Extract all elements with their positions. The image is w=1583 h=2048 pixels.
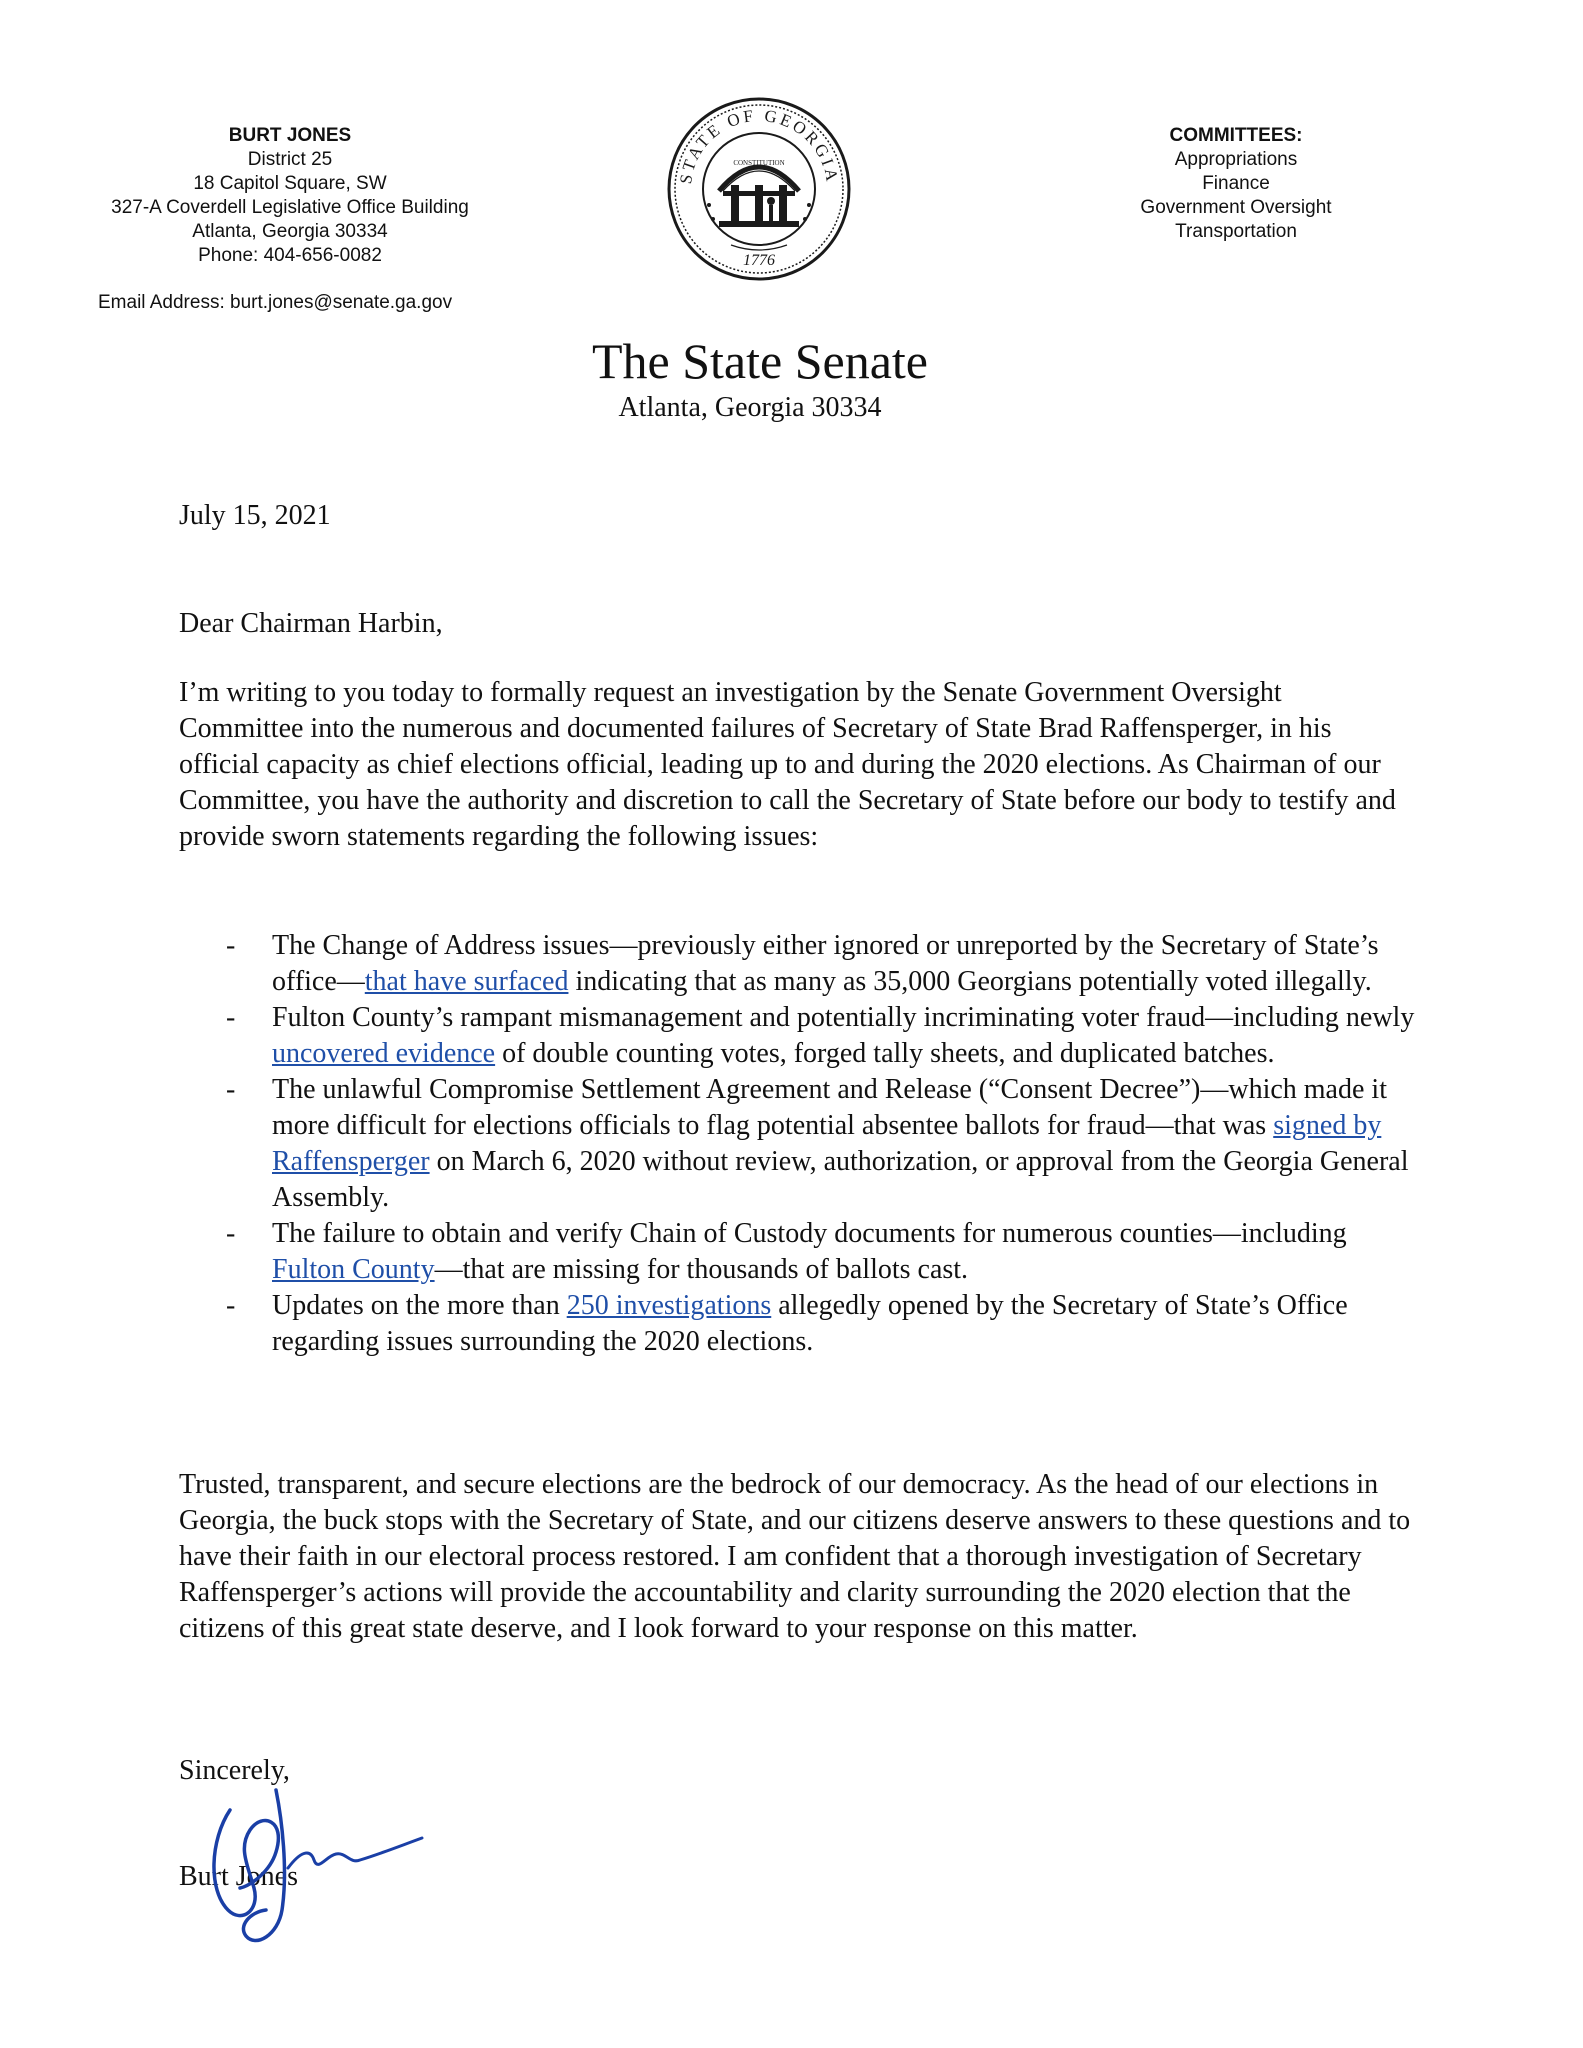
- issue-text: —that are missing for thousands of ballots cast.: [434, 1254, 969, 1285]
- letter-paragraph-1: I’m writing to you today to formally request an investigation by the Senate Government Oversight Committee into the numerous and documented failures of Secretary of State Brad Raffensperger, in his official capacity as chief elections official, leading up to and during the 2020 elections. As Chairman of our Committee, you have the authority and discretion to call the Secretary of State before our body to testify and provide sworn statements regarding the following issues:: [179, 677, 1396, 852]
- issue-text: The unlawful Compromise Settlement Agreement and Release (“Consent Decree”)—which made it more difficult for elections officials to flag potential absentee ballots for fraud—that was: [272, 1074, 1387, 1141]
- issue-item: [179, 1288, 1419, 1360]
- issue-item: [179, 1072, 1419, 1216]
- state-seal-icon: [665, 95, 853, 283]
- signature-icon: [190, 1760, 430, 1955]
- committee-item: Finance: [1202, 173, 1270, 194]
- issue-text: allegedly opened by the Secretary of State’s Office regarding issues surrounding the 2020 elections.: [272, 1290, 1348, 1357]
- issue-link[interactable]: 250 investigations: [566, 1290, 772, 1321]
- issue-text: of double counting votes, forged tally sheets, and duplicated batches.: [495, 1038, 1275, 1069]
- committees-heading: COMMITTEES:: [1169, 125, 1303, 146]
- svg-text:CONSTITUTION: CONSTITUTION: [733, 159, 785, 167]
- sender-address-line1: 18 Capitol Square, SW: [193, 173, 387, 194]
- letter-date: July 15, 2021: [179, 500, 331, 531]
- sender-name: BURT JONES: [228, 125, 352, 146]
- sender-email: Email Address: burt.jones@senate.ga.gov: [98, 292, 453, 313]
- sender-address-line2: 327-A Coverdell Legislative Office Building: [111, 197, 469, 218]
- bullet-dash: -: [226, 930, 236, 961]
- sender-district: District 25: [247, 149, 333, 170]
- issue-text: The Change of Address issues—previously either ignored or unreported by the Secretary of State’s office—: [272, 930, 1379, 997]
- bullet-dash: -: [226, 1218, 236, 1249]
- sender-block: [85, 124, 495, 268]
- letter-paragraph-2: Trusted, transparent, and secure elections are the bedrock of our democracy. As the head of our elections in Georgia, the buck stops with the Secretary of State, and our citizens deserve answers to these questions and to have their faith in our electoral process restored. I am confident that a thorough investigation of Secretary Raffensperger’s actions will provide the accountability and clarity surrounding the 2020 election that the citizens of this great state deserve, and I look forward to your response on this matter.: [179, 1469, 1411, 1644]
- svg-text:STATE OF GEORGIA: STATE OF GEORGIA: [676, 105, 843, 186]
- bullet-dash: -: [226, 1002, 236, 1033]
- issue-item: [179, 1216, 1419, 1288]
- committees-block: [1086, 124, 1386, 244]
- issue-link[interactable]: signed by Raffensperger: [272, 1110, 1382, 1177]
- sender-phone: Phone: 404-656-0082: [198, 245, 382, 266]
- letter-salutation: Dear Chairman Harbin,: [179, 608, 443, 639]
- issue-link[interactable]: that have surfaced: [364, 966, 569, 997]
- issue-link[interactable]: Fulton County: [272, 1254, 435, 1285]
- issue-item: [179, 928, 1419, 1000]
- issue-text: Fulton County’s rampant mismanagement and potentially incriminating voter fraud—including newly: [272, 1002, 1415, 1033]
- issue-link[interactable]: uncovered evidence: [272, 1038, 496, 1069]
- bullet-dash: -: [226, 1074, 236, 1105]
- committee-item: Appropriations: [1174, 149, 1298, 170]
- svg-text:1776: 1776: [743, 252, 775, 269]
- sender-city-line: Atlanta, Georgia 30334: [192, 221, 388, 242]
- letterhead-title: The State Senate: [592, 333, 928, 389]
- signer-name: Burt Jones: [179, 1861, 298, 1892]
- issue-text: indicating that as many as 35,000 Georgians potentially voted illegally.: [568, 966, 1372, 997]
- committee-item: Government Oversight: [1140, 197, 1332, 218]
- issue-item: [179, 1000, 1419, 1072]
- issue-text: on March 6, 2020 without review, authorization, or approval from the Georgia General Assembly.: [272, 1146, 1409, 1213]
- letter-closing: Sincerely,: [179, 1755, 290, 1786]
- committee-item: Transportation: [1175, 221, 1297, 242]
- issue-text: The failure to obtain and verify Chain of Custody documents for numerous counties—including: [272, 1218, 1347, 1249]
- issues-list: [179, 928, 1419, 1360]
- issue-text: Updates on the more than: [272, 1290, 567, 1321]
- bullet-dash: -: [226, 1290, 236, 1321]
- letterhead-address: Atlanta, Georgia 30334: [618, 392, 882, 423]
